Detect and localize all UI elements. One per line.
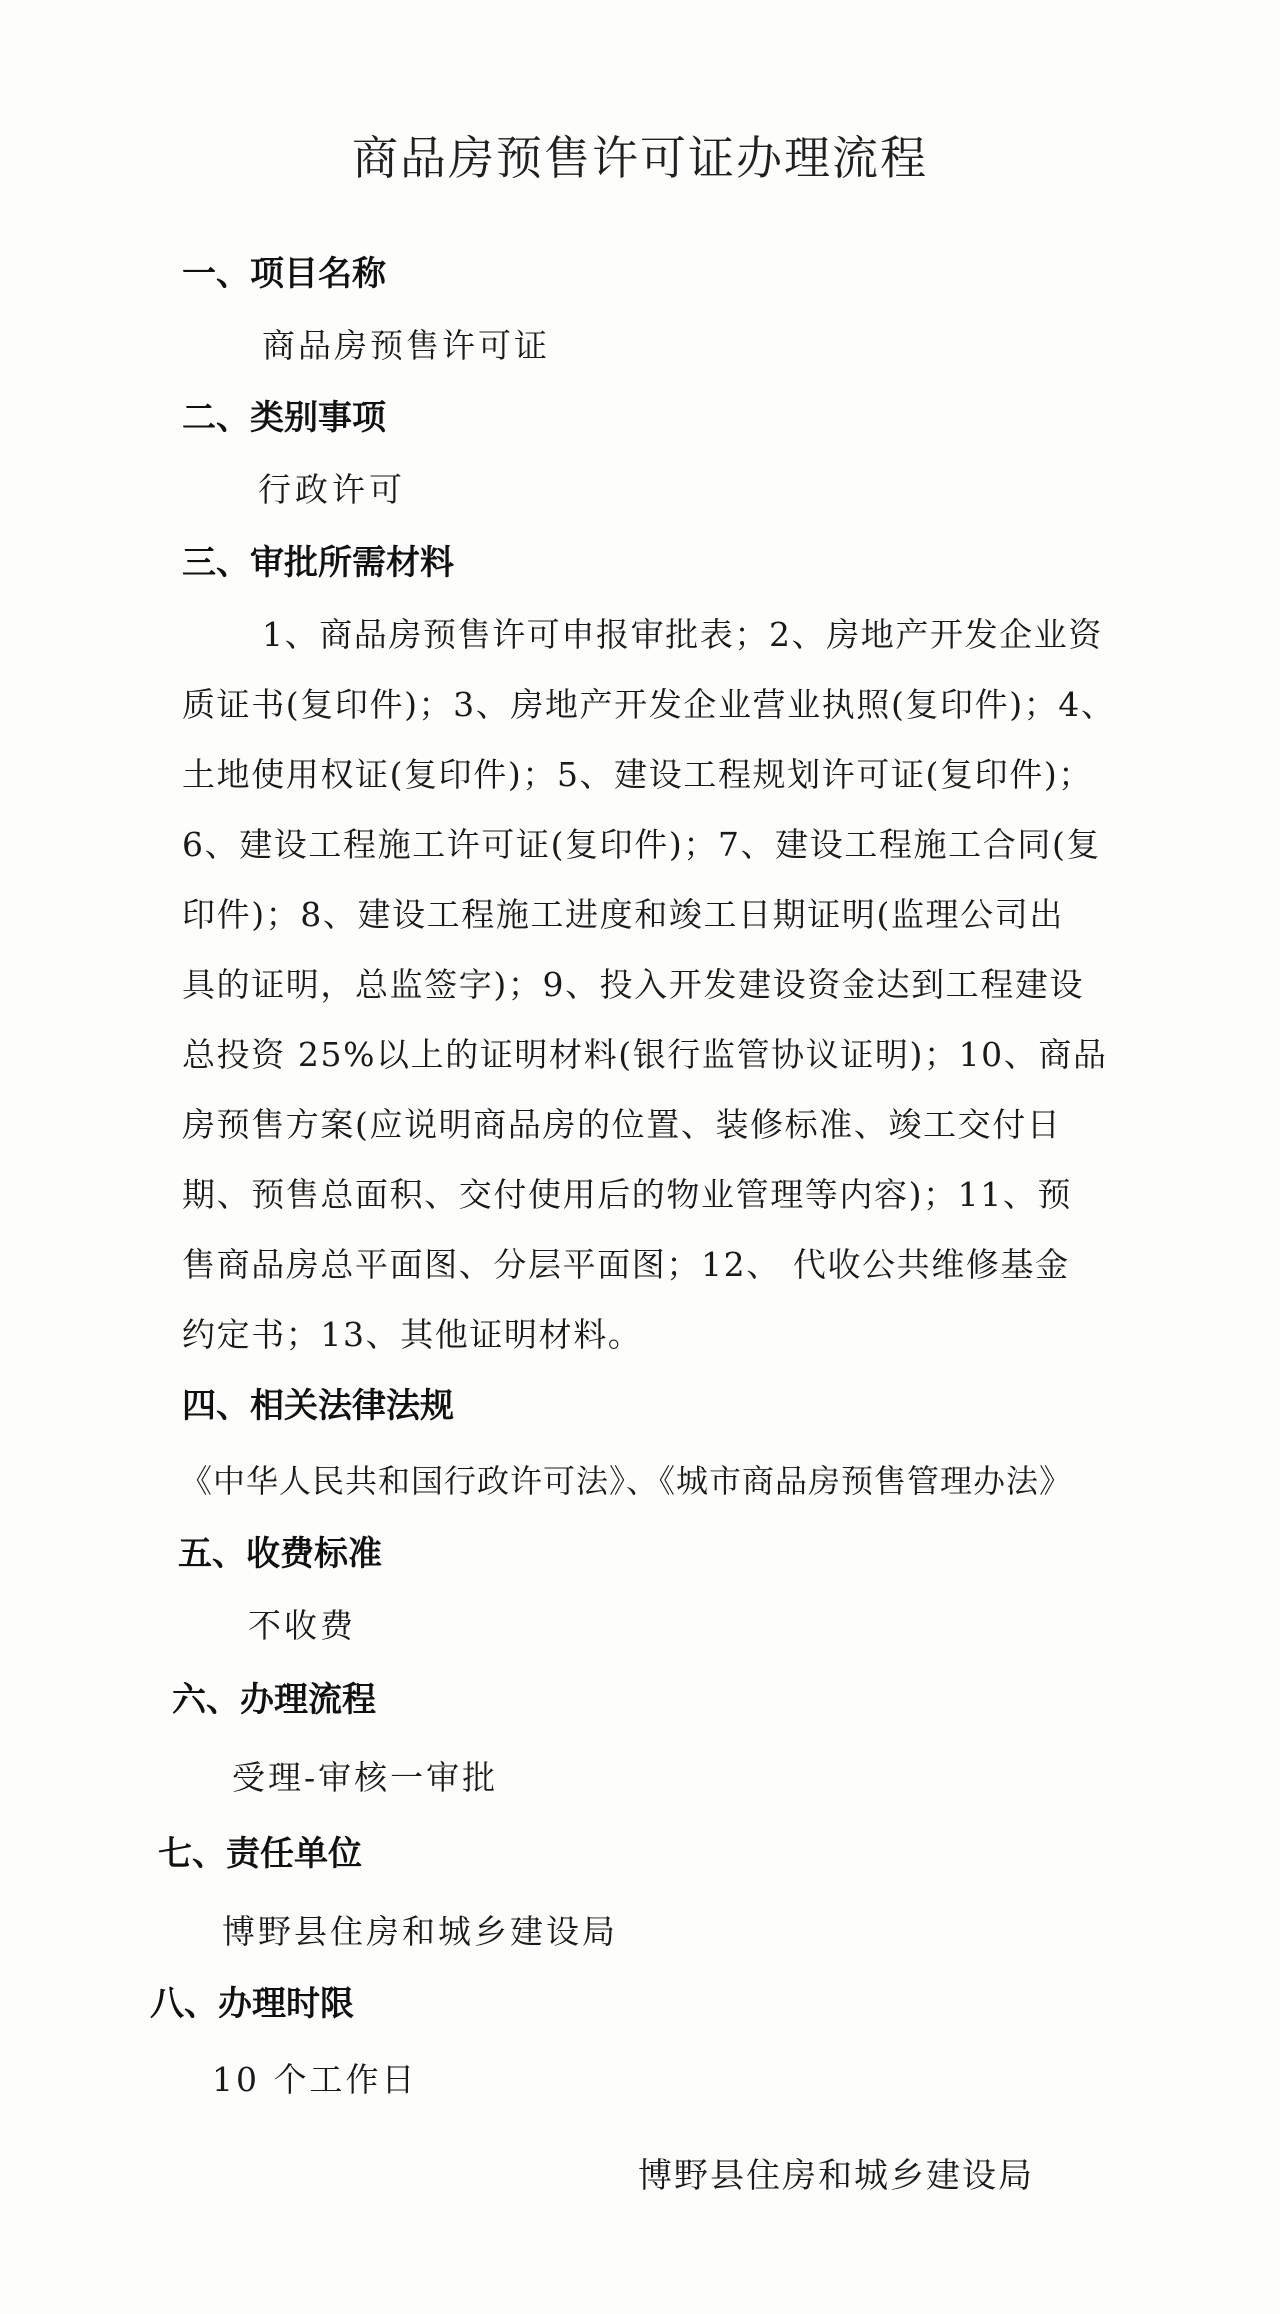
- section-content-responsible-unit: 博野县住房和城乡建设局: [222, 1912, 618, 1951]
- section-content-category: 行政许可: [258, 470, 406, 509]
- section-heading-fees: 五、收费标准: [178, 1534, 382, 1574]
- materials-line: 印件)；8、建设工程施工进度和竣工日期证明(监理公司出: [182, 895, 1064, 934]
- materials-line: 售商品房总平面图、分层平面图；12、 代收公共维修基金: [182, 1245, 1070, 1284]
- materials-line: 约定书；13、其他证明材料。: [182, 1315, 643, 1354]
- section-content-materials: [182, 600, 1122, 1370]
- materials-line: 房预售方案(应说明商品房的位置、装修标准、竣工交付日: [182, 1105, 1062, 1144]
- materials-line: 土地使用权证(复印件)；5、建设工程规划许可证(复印件)；: [182, 755, 1093, 794]
- materials-line: 期、预售总面积、交付使用后的物业管理等内容)；11、预: [182, 1175, 1073, 1214]
- section-heading-category: 二、类别事项: [182, 398, 386, 438]
- materials-line: 总投资 25%以上的证明材料(银行监管协议证明)；10、商品: [182, 1035, 1108, 1074]
- section-heading-materials: 三、审批所需材料: [182, 543, 454, 583]
- materials-line: 6、建设工程施工许可证(复印件)；7、建设工程施工合同(复: [182, 825, 1102, 864]
- section-heading-project-name: 一、项目名称: [182, 254, 386, 294]
- materials-line: 1、商品房预售许可申报审批表；2、房地产开发企业资: [262, 615, 1103, 654]
- document-title: 商品房预售许可证办理流程: [352, 131, 928, 185]
- section-content-time-limit: 10 个工作日: [212, 2060, 418, 2099]
- section-heading-responsible-unit: 七、责任单位: [158, 1834, 362, 1874]
- section-heading-process: 六、办理流程: [172, 1680, 376, 1720]
- section-content-project-name: 商品房预售许可证: [262, 326, 550, 365]
- materials-line: 具的证明，总监签字)；9、投入开发建设资金达到工程建设: [182, 965, 1085, 1004]
- section-content-fees: 不收费: [248, 1606, 356, 1645]
- section-heading-time-limit: 八、办理时限: [150, 1984, 354, 2024]
- section-content-process: 受理-审核一审批: [232, 1758, 499, 1797]
- section-content-laws: 《中华人民共和国行政许可法》、《城市商品房预售管理办法》: [180, 1462, 1073, 1500]
- issuer-signature: 博野县住房和城乡建设局: [638, 2156, 1034, 2196]
- section-heading-laws: 四、相关法律法规: [182, 1386, 454, 1426]
- materials-line: 质证书(复印件)；3、房地产开发企业营业执照(复印件)；4、: [182, 685, 1116, 724]
